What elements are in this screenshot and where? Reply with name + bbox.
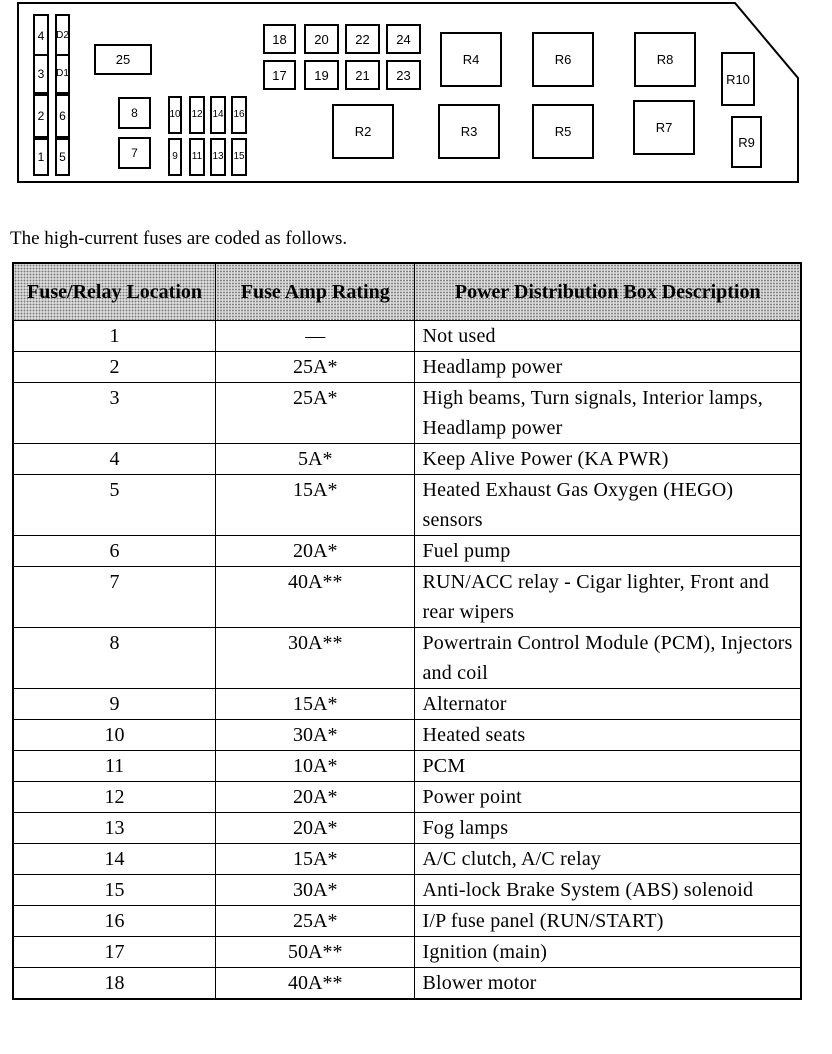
cell-location: 6 [13,536,216,567]
relay-r3: R3 [438,104,500,159]
fuse-13: 13 [210,138,226,176]
cell-description: Powertrain Control Module (PCM), Injectors and coil [415,628,801,689]
table-row [13,383,801,444]
fuse-17: 17 [263,60,296,90]
cell-location: 10 [13,720,216,751]
fuse-3: 3 [33,54,49,94]
cell-description: Headlamp power [415,352,801,383]
cell-location: 2 [13,352,216,383]
cell-description: Keep Alive Power (KA PWR) [415,444,801,475]
fuse-5: 5 [55,138,70,176]
fuse-20: 20 [304,24,339,54]
relay-r2: R2 [332,104,394,159]
fuse-8: 8 [118,97,151,129]
fuse-box-diagram [0,0,832,200]
cell-rating: 30A* [216,875,415,906]
fuse-18: 18 [263,24,296,54]
fuse-9: 9 [168,138,182,176]
cell-location: 9 [13,689,216,720]
cell-location: 18 [13,968,216,1000]
cell-location: 15 [13,875,216,906]
cell-location: 16 [13,906,216,937]
cell-location: 11 [13,751,216,782]
table-row [13,567,801,628]
relay-r5: R5 [532,104,594,159]
cell-description: Alternator [415,689,801,720]
relay-r10: R10 [721,52,755,106]
cell-rating: 30A** [216,628,415,689]
cell-rating: 15A* [216,689,415,720]
relay-r4: R4 [440,32,502,87]
fuse-10: 10 [168,96,182,134]
cell-rating: 20A* [216,536,415,567]
fuse-14: 14 [210,96,226,134]
table-row [13,321,801,352]
cell-description: Blower motor [415,968,801,1000]
cell-location: 8 [13,628,216,689]
cell-location: 3 [13,383,216,444]
fuse-2: 2 [33,94,49,138]
cell-location: 7 [13,567,216,628]
diode-d2: D2 [55,14,70,58]
cell-rating: 20A* [216,782,415,813]
cell-rating: 20A* [216,813,415,844]
cell-location: 5 [13,475,216,536]
fuse-16: 16 [231,96,247,134]
cell-location: 14 [13,844,216,875]
header-description: Power Distribution Box Description [415,263,801,321]
cell-description: Heated Exhaust Gas Oxygen (HEGO) sensors [415,475,801,536]
fuse-6: 6 [55,94,70,138]
cell-description: Heated seats [415,720,801,751]
cell-description: Ignition (main) [415,937,801,968]
fuse-1: 1 [33,138,49,176]
cell-rating: 10A* [216,751,415,782]
table-row [13,968,801,1000]
fuse-4: 4 [33,14,49,58]
cell-rating: 15A* [216,475,415,536]
cell-location: 13 [13,813,216,844]
table-caption: The high-current fuses are coded as follows. [10,228,348,249]
cell-location: 4 [13,444,216,475]
cell-rating: 25A* [216,906,415,937]
cell-rating: — [216,321,415,352]
fuse-15: 15 [231,138,247,176]
cell-description: Not used [415,321,801,352]
table-row [13,444,801,475]
fuse-12: 12 [189,96,205,134]
fuse-7: 7 [118,137,151,169]
fuse-25: 25 [94,44,152,75]
table-row [13,475,801,536]
relay-r7: R7 [633,100,695,155]
cell-rating: 50A** [216,937,415,968]
cell-description: Fuel pump [415,536,801,567]
table-row [13,536,801,567]
cell-rating: 25A* [216,352,415,383]
cell-description: RUN/ACC relay - Cigar lighter, Front and rear wipers [415,567,801,628]
table-row [13,844,801,875]
cell-location: 12 [13,782,216,813]
relay-r8: R8 [634,32,696,87]
cell-description: Anti-lock Brake System (ABS) solenoid [415,875,801,906]
relay-r9: R9 [731,116,762,168]
cell-description: Power point [415,782,801,813]
table-row [13,628,801,689]
header-rating: Fuse Amp Rating [216,263,415,321]
relay-r6: R6 [532,32,594,87]
cell-location: 1 [13,321,216,352]
table-row [13,751,801,782]
fuse-22: 22 [345,24,380,54]
table-row [13,906,801,937]
diode-d1: D1 [55,54,70,94]
fuse-23: 23 [386,60,421,90]
table-row [13,720,801,751]
header-location: Fuse/Relay Location [13,263,216,321]
table-header-row [13,263,801,321]
table-row [13,782,801,813]
fuse-table [12,262,802,1000]
cell-rating: 40A** [216,567,415,628]
fuse-21: 21 [345,60,380,90]
table-row [13,352,801,383]
cell-description: A/C clutch, A/C relay [415,844,801,875]
table-row [13,813,801,844]
cell-location: 17 [13,937,216,968]
cell-rating: 25A* [216,383,415,444]
table-row [13,689,801,720]
cell-description: High beams, Turn signals, Interior lamps, Headlamp power [415,383,801,444]
cell-rating: 40A** [216,968,415,1000]
fuse-19: 19 [304,60,339,90]
cell-description: Fog lamps [415,813,801,844]
cell-rating: 15A* [216,844,415,875]
fuse-11: 11 [189,138,205,176]
cell-rating: 5A* [216,444,415,475]
table-row [13,875,801,906]
fuse-24: 24 [386,24,421,54]
table-row [13,937,801,968]
cell-description: PCM [415,751,801,782]
cell-description: I/P fuse panel (RUN/START) [415,906,801,937]
cell-rating: 30A* [216,720,415,751]
